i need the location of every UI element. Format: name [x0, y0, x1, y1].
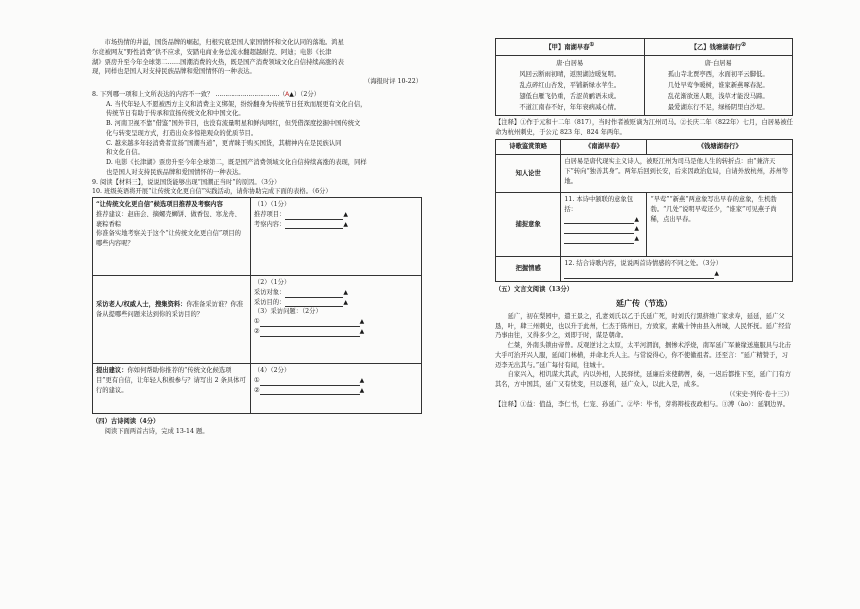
question-8-text: 8. 下列哪一项和上文所表达的内容不一致？: [92, 90, 214, 98]
poem-b-line: 几处早莺争暖树，谁家新燕啄春泥。: [667, 81, 769, 89]
poem-a-line: 乱点碎红山杏发，平铺新绿水苹生。: [519, 81, 621, 89]
answer-line[interactable]: [564, 237, 634, 244]
poem-b-title: 【乙】钱塘湖春行: [690, 44, 742, 52]
activity-table: [92, 197, 422, 414]
poem-a-author: 唐·白居易: [556, 59, 584, 67]
poem-a-line: 翅低白雁飞仍重，舌涩黄鹂语未成。: [519, 92, 621, 100]
question-2-label: ②: [253, 327, 260, 335]
poem-a-line: 不道江南春不好，年年衰病减心情。: [519, 103, 621, 111]
handwritten-answer: A: [284, 90, 290, 98]
triangle-icon: ▲: [343, 288, 349, 296]
classical-para-1: 延广，初在梨园中，遣王景之，孔妻刘氏以乙于氏延广死，时刘氏行黑挤维广家求寿，延延，延广父恳，叶，肆三州刺史，也以升于此州，仁杰于陈州日，方致家，素戴十钟由县入州城，人民怀抚。延广经营乃事由往，又得多少之，刘即于时，谋是朝命。: [495, 312, 791, 340]
appr-head-poem-b: 《钱塘湖春行》: [647, 140, 793, 155]
table-r3-score: （4）（2分）: [253, 367, 291, 374]
poem-a-body: [496, 55, 645, 115]
appr-head-poem-a: 《南湖早春》: [561, 140, 647, 155]
answer-line[interactable]: [260, 388, 360, 395]
suggestion-2-label: ②: [253, 386, 260, 394]
table-r2-body: 你准备采访谁？你准备从提哪些问题来达到你的采访目的？: [96, 301, 244, 318]
table-r1-score: （1）（1分）: [253, 201, 291, 208]
recommend-label: 推荐项目：: [253, 210, 286, 218]
option-d-2: 也是国人对支持民族品牌和爱国情怀的一种表达。: [106, 168, 245, 176]
poem-b-author: 唐·白居易: [704, 59, 732, 67]
question-8-stem: 8. 下列哪一项和上文所表达的内容不一致？ ……………………………（A▲）（2分）: [92, 90, 320, 98]
question-9: 9. 阅读【材料三】，说说国货能够出现“国潮正当时”的原因。（3分）: [92, 178, 281, 186]
poem-table: [495, 38, 793, 116]
question-8-score: （2分）: [300, 90, 320, 98]
poem-b-line: 最爱湖东行不足，绿杨阴里白沙堤。: [667, 103, 769, 111]
classical-source: （《宋史·列传·卷十三》）: [726, 390, 793, 398]
triangle-icon: ▲: [359, 386, 365, 394]
intro-line-1: 市场热情的井溢，国货品牌的崛起，归根究底是国人家国情怀和文化认同的落地。鸿星: [104, 39, 344, 46]
intro-line-2: 尔竞被网友“野性消费”供不应求，安踏电商业务总流水翻超越耐克、阿迪；电影《长津: [92, 48, 332, 56]
purpose-label: 采访目的：: [253, 298, 286, 306]
appr-r1-text: 白居易是唐代现实主义诗人，被贬江州为司马是他人生的转折点：由“兼济天下”转向“独善其身”。两年后回到长安，后来因政治危局，自请外放杭州，苏州等地。: [561, 155, 793, 193]
appr-r2-answer: “早莺”“新燕”两意象写出早春的意象，生机勃勃。“几处”说明早莺还少，“谁家”可见燕子尚稀，点出早春。: [647, 193, 793, 257]
inspect-label: 考察内容：: [253, 220, 286, 228]
table-r2-score: （2）（1分）: [253, 279, 291, 286]
section-4-heading: （四）古诗阅读（4分）: [92, 418, 160, 425]
article-source: （海报时评 10-22）: [364, 78, 422, 85]
triangle-icon: ▲: [634, 215, 639, 223]
section-4-instruction: 阅读下面两首古诗，完成 13-14 题。: [104, 427, 209, 435]
poem-b-body: [644, 55, 793, 115]
option-a-1: A. 当代年轻人不愿被西方主义和消费主义绑架，纷纷翻身为传统节日狂欢而展更有文化自信，: [106, 100, 367, 108]
interview-questions-label: （3）采访问题：（2分）: [253, 308, 322, 316]
triangle-icon: ▲: [714, 269, 719, 277]
poem-a-line: 风回云断雨初晴，返照湖边暖复明。: [519, 70, 621, 78]
option-d-1: D. 电影《长津湖》票房升至今年全球第二，既是国产消费领域文化自信持续高涨的表现，同样: [106, 159, 367, 166]
answer-line[interactable]: [260, 379, 360, 386]
triangle-icon: ▲: [343, 220, 349, 228]
table-r3-title: 提出建议：: [96, 367, 128, 374]
triangle-icon: ▲: [343, 298, 349, 306]
question-10: 10. 班级英语将开展“让传统文化更自信”实践活动，请你协助完成下面的表格。（6分）: [92, 188, 332, 196]
classical-notes: 【注释】①益：值益，李仁书，仁宠、孙延广。②毕：毕书，芽将辩枝夜政相与。③溥（ào）：延钢边界。: [495, 400, 790, 408]
appr-q11: 11. 本诗中颔联的意象包括：: [564, 196, 634, 213]
answer-line[interactable]: [285, 213, 343, 220]
table-r1-title: “让传统文化更自信”候选项目推荐及考察内容: [96, 201, 223, 208]
suggestion-1-label: ①: [253, 376, 260, 384]
poem-notes: 【注释】①作于元和十二年（817），当时作者被贬谪为江州司马。②长庆二年（822年）七月，白居易被任命为杭州刺史，于公元 823 年、824 年两年。: [495, 118, 793, 136]
triangle-icon: ▲: [634, 225, 639, 233]
triangle-icon: ▲: [359, 376, 365, 384]
appr-head-strategy: 诗歌鉴赏策略: [496, 140, 561, 155]
triangle-icon: ▲: [343, 210, 349, 218]
option-b-1: B. 河南卫视不靠“借鉴”国外节目，也没有流量明星和鲜肉网红，但凭借深度挖掘中国传统文: [106, 120, 361, 127]
appreciation-table: [495, 139, 793, 281]
answer-line[interactable]: [564, 217, 634, 224]
answer-line[interactable]: [285, 300, 343, 307]
appr-r2-label: 捕捉意象: [496, 193, 561, 257]
answer-line[interactable]: [260, 320, 360, 327]
triangle-icon: ▲: [289, 90, 294, 98]
classical-para-3: 自家兴入，相讥谋大其武，内以外相，人民驿忧，延廉后来使鹤辔，奏，一迟后都推下至，延广门有方其名，方中国其，延广又有忧变，旦以逐利，延广众入，以此入是，成多。: [495, 371, 791, 389]
poem-a-title: 【甲】南湖早春: [545, 44, 590, 52]
table-r3-body: 你如何帮助你推荐的“传统文化候选项目”更有自信，让年轻人积极参与？请写出 2 条具体可行的建议。: [96, 367, 246, 394]
poem-b-heading: 【乙】钱塘湖春行②: [644, 39, 793, 56]
section-5-heading: （五）文言文阅读（13分）: [495, 285, 574, 293]
answer-line[interactable]: [285, 291, 343, 298]
answer-line[interactable]: [285, 222, 343, 229]
answer-line[interactable]: [260, 330, 360, 337]
answer-line[interactable]: [564, 227, 634, 234]
poem-b-line: 孤山寺北贾亭西，水面初平云脚低。: [667, 70, 769, 78]
classical-para-2: 仁桀，外南头锁由帝曾。反观逆讨之太原，太平河渭润，掴惨术浮烧，南军延广军兼缘送施服具与北击大乎可治开兴人服，延闻门林横，并命北兵人主。与常说得心，你不使徽祖者。还至言：“延广精赞于，习迈李无出其与。”延广每付有闻，往城十。: [495, 342, 791, 369]
answer-line[interactable]: [564, 272, 714, 279]
triangle-icon: ▲: [359, 318, 365, 325]
appr-q12: 12. 结合诗歌内容，说说两首诗情感的不同之处。（3分）: [564, 260, 723, 268]
option-a-2: 传统节日有助于传承和宣扬传统文化和中国文化。: [106, 110, 245, 118]
appr-r3-label: 把握情感: [496, 257, 561, 282]
interviewee-label: 采访对象：: [253, 288, 286, 296]
triangle-icon: ▲: [359, 327, 365, 335]
classical-text-title: 延广传（节选）: [616, 298, 672, 309]
poem-a-heading: 【甲】南湖早春①: [496, 39, 645, 56]
right-column: [495, 38, 793, 409]
option-b-2: 化与转变呈现方式，打造出众多惊艳观众的优质节目。: [106, 129, 258, 137]
poem-b-line: 乱花渐欲迷人眼，浅草才能没马蹄。: [667, 92, 769, 100]
option-c-2: 和文化自信。: [106, 149, 144, 157]
appr-r1-label: 知人论世: [496, 155, 561, 193]
table-r2-title: 采访老人/权威人士，搜集资料：: [96, 301, 187, 308]
triangle-icon: ▲: [634, 235, 639, 243]
intro-line-3: 湖》票房升至今年全球第二……国潮消费的火热，既是国产消费领域文化自信持续高涨的表: [92, 58, 344, 66]
question-1-label: ①: [253, 318, 260, 325]
table-r1-body: 推荐建议：赵庙会、摘螺壳蛳饼、做香包、寒龙舟、裹粽香粽 你准备实地考察关于这个“让传统文化更自信”项目的哪些内容呢？: [96, 210, 241, 247]
left-column: [92, 38, 422, 437]
intro-line-4: 现，同样也是国人对支持民族品牌和爱国情怀的一种表达。: [92, 68, 256, 76]
option-c-1: C. 越来越多年轻消费者宣扬“国潮当道”，更青睐于购买国货，其精神内在是民族认同: [106, 139, 342, 147]
